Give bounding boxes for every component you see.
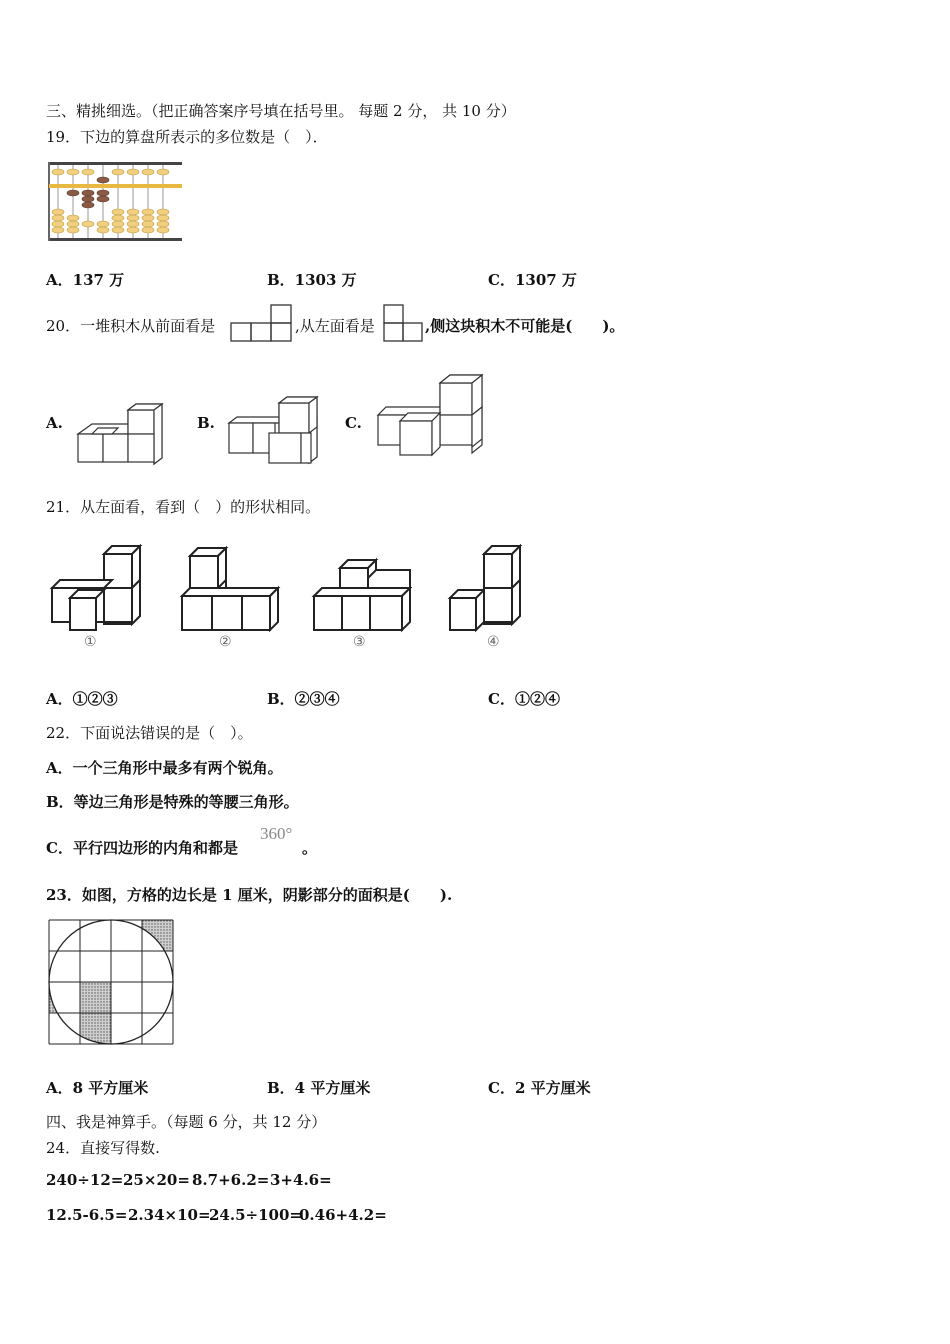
q20-option-b-label: B. — [197, 414, 215, 432]
q21-figure-1-label: ① — [84, 634, 97, 650]
q20-front-view-figure — [229, 303, 295, 343]
q21-option-c: C．①②④ — [488, 690, 560, 708]
q21-option-a: A．①②③ — [46, 690, 118, 708]
q20-option-c-figure — [374, 373, 486, 461]
q23-option-a: A．8 平方厘米 — [46, 1079, 149, 1097]
q20-stem-part3: ,侧这块积木不可能是( )。 — [425, 317, 625, 335]
q22-option-c-end: 。 — [302, 839, 318, 857]
q21-figure-4 — [446, 544, 526, 636]
q21-stem: 21．从左面看，看到（ ）的形状相同。 — [46, 498, 321, 516]
q24-row1-item3: 8.7+6.2= — [192, 1171, 270, 1189]
q24-row1-item2: 25×20= — [123, 1171, 190, 1189]
q21-figure-2 — [178, 544, 282, 636]
q20-left-view-figure — [382, 303, 426, 343]
q23-option-b: B．4 平方厘米 — [267, 1079, 371, 1097]
section-3-heading: 三、精挑细选。（把正确答案序号填在括号里。 每题 2 分， 共 10 分） — [46, 102, 516, 120]
q22-option-a: A．一个三角形中最多有两个锐角。 — [46, 759, 283, 777]
q21-figure-3 — [310, 556, 414, 636]
q23-grid-circle-figure — [46, 917, 176, 1047]
q20-stem-part2: ,从左面看是 — [295, 317, 375, 335]
q24-row2-item1: 12.5-6.5= — [46, 1206, 128, 1224]
q24-stem: 24．直接写得数. — [46, 1139, 160, 1157]
q20-stem-part1: 20．一堆积木从前面看是 — [46, 317, 216, 335]
q22-option-c: C．平行四边形的内角和都是 — [46, 839, 238, 857]
q23-stem: 23．如图，方格的边长是 1 厘米，阴影部分的面积是( ). — [46, 886, 453, 904]
q24-row1-item1: 240÷12= — [46, 1171, 124, 1189]
section-4-heading: 四、我是神算手。（每题 6 分，共 12 分） — [46, 1113, 327, 1131]
q21-figure-3-label: ③ — [353, 634, 366, 650]
q24-row2-item4: 0.46+4.2= — [299, 1206, 387, 1224]
q21-figure-1 — [48, 544, 144, 636]
q20-option-b-figure — [225, 393, 321, 467]
q19-option-a: A．137 万 — [46, 271, 125, 289]
q21-option-b: B．②③④ — [267, 690, 340, 708]
q20-option-c-label: C. — [345, 414, 362, 432]
q19-option-b: B．1303 万 — [267, 271, 357, 289]
q21-figure-4-label: ④ — [487, 634, 500, 650]
q23-option-c: C．2 平方厘米 — [488, 1079, 591, 1097]
q24-row2-item3: 24.5÷100= — [209, 1206, 302, 1224]
q22-stem: 22．下面说法错误的是（ ）。 — [46, 724, 253, 742]
q19-option-c: C．1307 万 — [488, 271, 577, 289]
abacus-figure — [48, 160, 184, 244]
q19-stem: 19．下边的算盘所表示的多位数是（ ）． — [46, 128, 328, 146]
q20-option-a-figure — [74, 400, 170, 468]
q20-option-a-label: A. — [46, 414, 63, 432]
q24-row1-item4: 3+4.6= — [270, 1171, 332, 1189]
q22-option-c-value: 360° — [260, 824, 293, 843]
q24-row2-item2: 2.34×10= — [128, 1206, 211, 1224]
q21-figure-2-label: ② — [219, 634, 232, 650]
q22-option-b: B．等边三角形是特殊的等腰三角形。 — [46, 793, 299, 811]
